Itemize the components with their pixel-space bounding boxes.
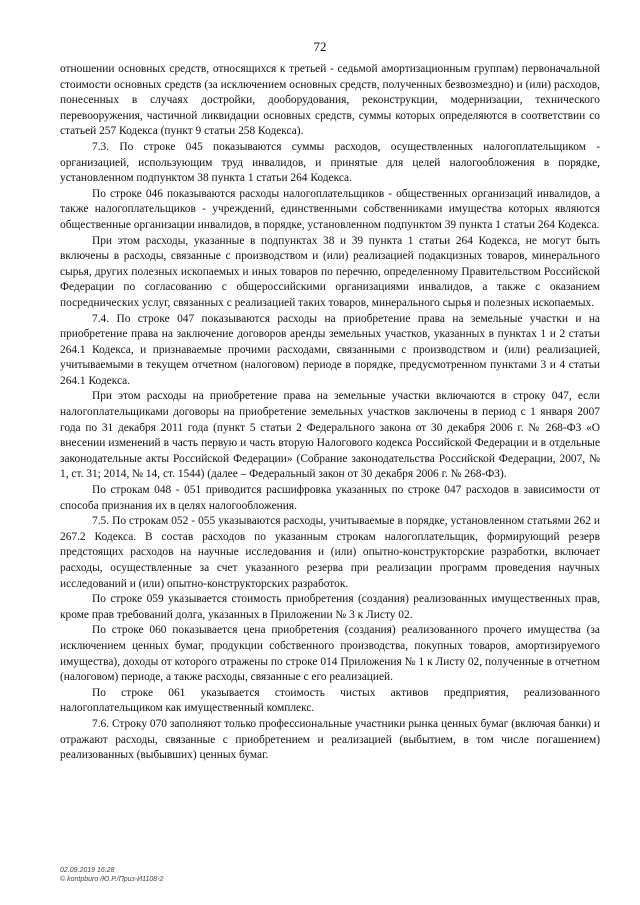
- paragraph: При этом расходы на приобретение права на земельные участки включаются в строку 047, если налогоплательщиками договоры на приобретение земельных участков заключены в период с 1 января 2007 года по 31 декабря 2011 года (пункт 5 статьи 2 Федерального закона от 30 декабря 2006 г. № 268-ФЗ «О внесении изменений в часть первую и часть вторую Налогового кодекса Российской Федерации и в отдельные законодательные акты Российской Федерации» (Собрание законодательства Российской Федерации, 2007, № 1, ст. 31; 2014, № 14, ст. 1544) (далее – Федеральный закон от 30 декабря 2006 г. № 268-ФЗ).: [60, 390, 600, 481]
- footer-timestamp: 02.09.2019 16:28: [60, 867, 115, 874]
- paragraph: По строкам 048 - 051 приводится расшифровка указанных по строке 047 расходов в зависимости от способа признания их в целях налогообложения.: [60, 484, 600, 512]
- document-body: [60, 62, 600, 764]
- paragraph: По строке 046 показываются расходы налогоплательщиков - общественных организаций инвалидов, а также налогоплательщиков - учреждений, единственными собственниками имущества которых являются общественные организации инвалидов, в порядке, установленном подпунктом 39 пункта 1 статьи 264 Кодекса.: [60, 187, 600, 231]
- page-number: 72: [313, 39, 327, 54]
- paragraph: По строке 059 указывается стоимость приобретения (создания) реализованных имущественных прав, кроме прав требований долга, указанных в Приложении № 3 к Листу 02.: [60, 593, 600, 621]
- paragraph: отношении основных средств, относящихся к третьей - седьмой амортизационным группам) первоначальной стоимости основных средств (за исключением основных средств, полученных безвозмездно) и (или) расходов, понесенных в случаях достройки, дооборудования, реконструкции, модернизации, технического перевооружения, частичной ликвидации основных средств, суммы которых определяются в соответствии со статьей 257 Кодекса (пункт 9 статьи 258 Кодекса).: [60, 63, 600, 138]
- paragraph: 7.4. По строке 047 показываются расходы на приобретение права на земельные участки и на приобретение права на заключение договоров аренды земельных участков, указанных в пунктах 1 и 2 статьи 264.1 Кодекса, и признаваемые прочими расходами, связанными с производством и (или) реализацией, учитываемыми в текущем отчетном (налоговом) периоде в порядке, предусмотренном пунктами 3 и 4 статьи 264.1 Кодекса.: [60, 312, 600, 387]
- paragraph: При этом расходы, указанные в подпунктах 38 и 39 пункта 1 статьи 264 Кодекса, не могут быть включены в расходы, связанные с производством и (или) реализацией подакцизных товаров, минерального сырья, других полезных ископаемых и иных товаров по перечню, определенному Правительством Российской Федерации по согласованию с общероссийскими организациями инвалидов, а также с оказанием посреднических услуг, связанных с реализацией таких товаров, минерального сырья и полезных ископаемых.: [60, 234, 600, 309]
- paragraph: 7.3. По строке 045 показываются суммы расходов, осуществленных налогоплательщиком - организацией, использующим труд инвалидов, и принятые для целей налогообложения в порядке, установленном подпунктом 38 пункта 1 статьи 264 Кодекса.: [60, 140, 600, 185]
- print-footer: [60, 866, 360, 884]
- paragraph: По строке 060 показывается цена приобретения (создания) реализованного прочего имущества (за исключением ценных бумаг, продукции собственного производства, покупных товаров, амортизируемого имущества), доходы от которого отражены по строке 014 Приложения № 1 к Листу 02, полученные в отчетном (налоговом) периоде, а также расходы, связанные с его реализацией.: [60, 624, 600, 684]
- footer-document-id: © kontpburo /Ю.Р./Приз-И1108-2: [60, 876, 164, 883]
- paragraph: По строке 061 указывается стоимость чистых активов предприятия, реализованного налогоплательщиком как имущественный комплекс.: [60, 686, 600, 715]
- paragraph: 7.6. Строку 070 заполняют только профессиональные участники рынка ценных бумаг (включая банки) и отражают расходы, связанные с приобретением и реализацией (выбытием, в том числе погашением) реализованных (выбывших) ценных бумаг.: [60, 717, 600, 762]
- paragraph: 7.5. По строкам 052 - 055 указываются расходы, учитываемые в порядке, установленном статьями 262 и 267.2 Кодекса. В состав расходов по указанным строкам налогоплательщик, формирующий резерв предстоящих расходов на научные исследования и (или) опытно-конструкторские разработки, включает расходы, осуществленные за счет указанного резерва при реализации программ проведения научных исследований и (или) опытно-конструкторских разработок.: [60, 515, 600, 590]
